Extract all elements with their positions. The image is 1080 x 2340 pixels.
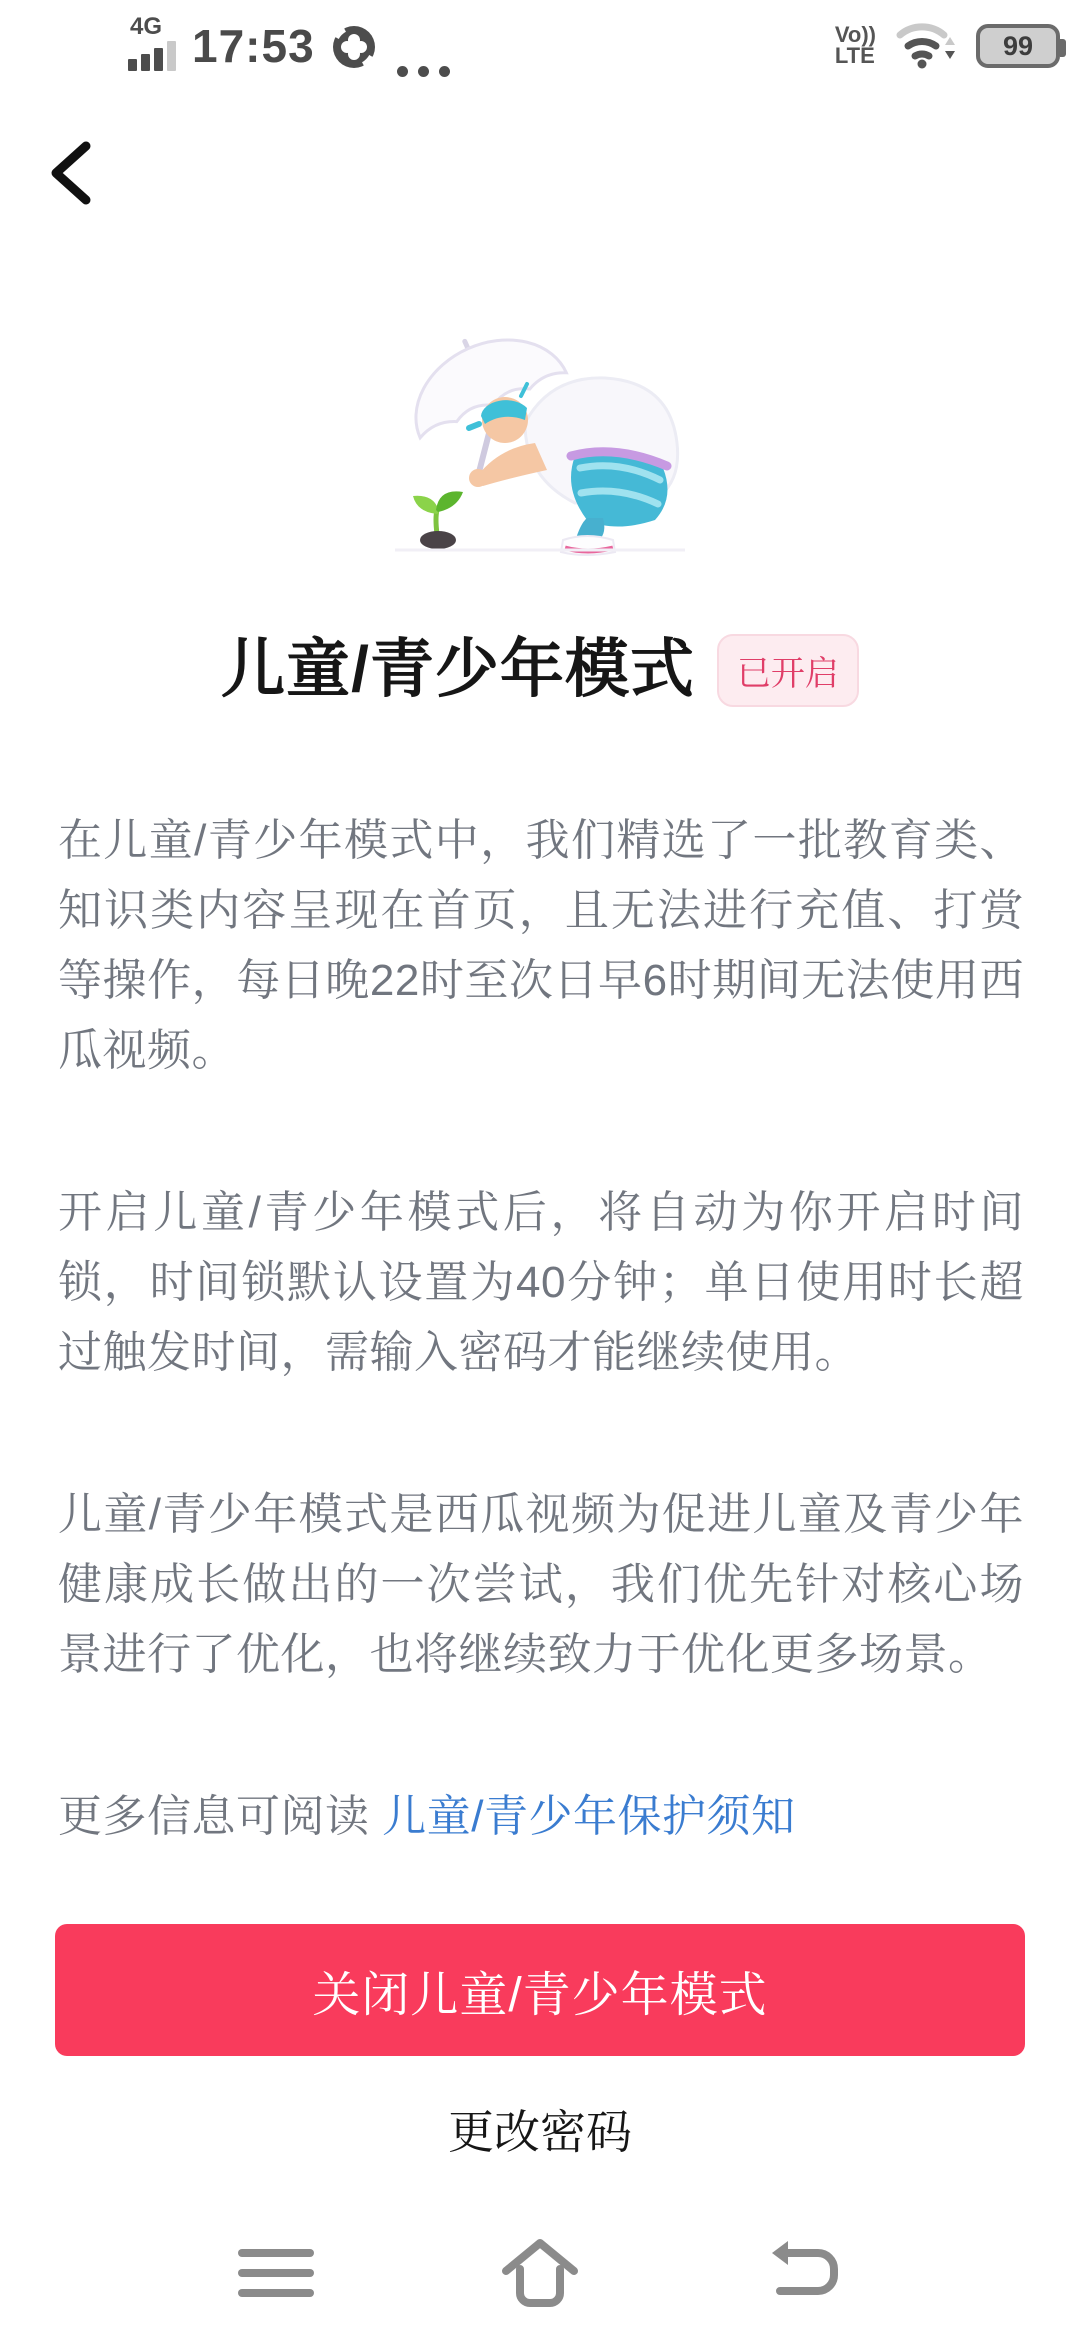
- paragraph-mode-intro: 在儿童/青少年模式中，我们精选了一批教育类、知识类内容呈现在首页，且无法进行充值、打赏等操作，每日晚22时至次日早6时期间无法使用西瓜视频。: [58, 816, 1024, 1075]
- home-icon[interactable]: [492, 2233, 588, 2313]
- more-notifications-icon: [397, 66, 450, 77]
- battery-icon: [976, 24, 1060, 68]
- menu-icon[interactable]: [228, 2233, 324, 2313]
- clock-text: 17:53: [192, 20, 315, 72]
- status-bar-left: [128, 15, 450, 77]
- cell-signal-icon: [128, 15, 176, 77]
- paragraph-mission: 儿童/青少年模式是西瓜视频为促进儿童及青少年健康成长做出的一次尝试，我们优先针对核心场景进行了优化，也将继续致力于优化更多场景。: [58, 1490, 1024, 1679]
- title-row: [0, 618, 1080, 710]
- page-title: 儿童/青少年模式: [221, 633, 695, 705]
- status-bar: [0, 0, 1080, 92]
- back-button[interactable]: [42, 138, 102, 208]
- change-password-button[interactable]: 更改密码: [448, 2106, 632, 2158]
- more-info-prefix: 更多信息可阅读: [58, 1792, 383, 1841]
- system-nav-bar: [0, 2220, 1080, 2340]
- volte-icon: Vo)) LTE: [834, 22, 876, 68]
- wifi-icon: [894, 19, 958, 74]
- network-type-label: 4G: [130, 13, 163, 40]
- protection-notice-link[interactable]: 儿童/青少年保护须知: [382, 1792, 796, 1841]
- data-saver-icon: [331, 24, 377, 75]
- description-section: [58, 806, 1024, 1852]
- umbrella-sheltering-sprout-illustration: [375, 328, 705, 563]
- more-info-line: [58, 1782, 1024, 1852]
- battery-level: 99: [1002, 30, 1034, 61]
- signal-bars-icon: [128, 41, 176, 71]
- return-icon[interactable]: [756, 2233, 852, 2313]
- mode-status-badge: 已开启: [717, 634, 859, 707]
- status-bar-right: [835, 19, 1060, 74]
- close-kids-mode-button[interactable]: 关闭儿童/青少年模式: [55, 1924, 1025, 2056]
- paragraph-time-lock: 开启儿童/青少年模式后，将自动为你开启时间锁，时间锁默认设置为40分钟；单日使用时长超过触发时间，需输入密码才能继续使用。: [58, 1188, 1024, 1377]
